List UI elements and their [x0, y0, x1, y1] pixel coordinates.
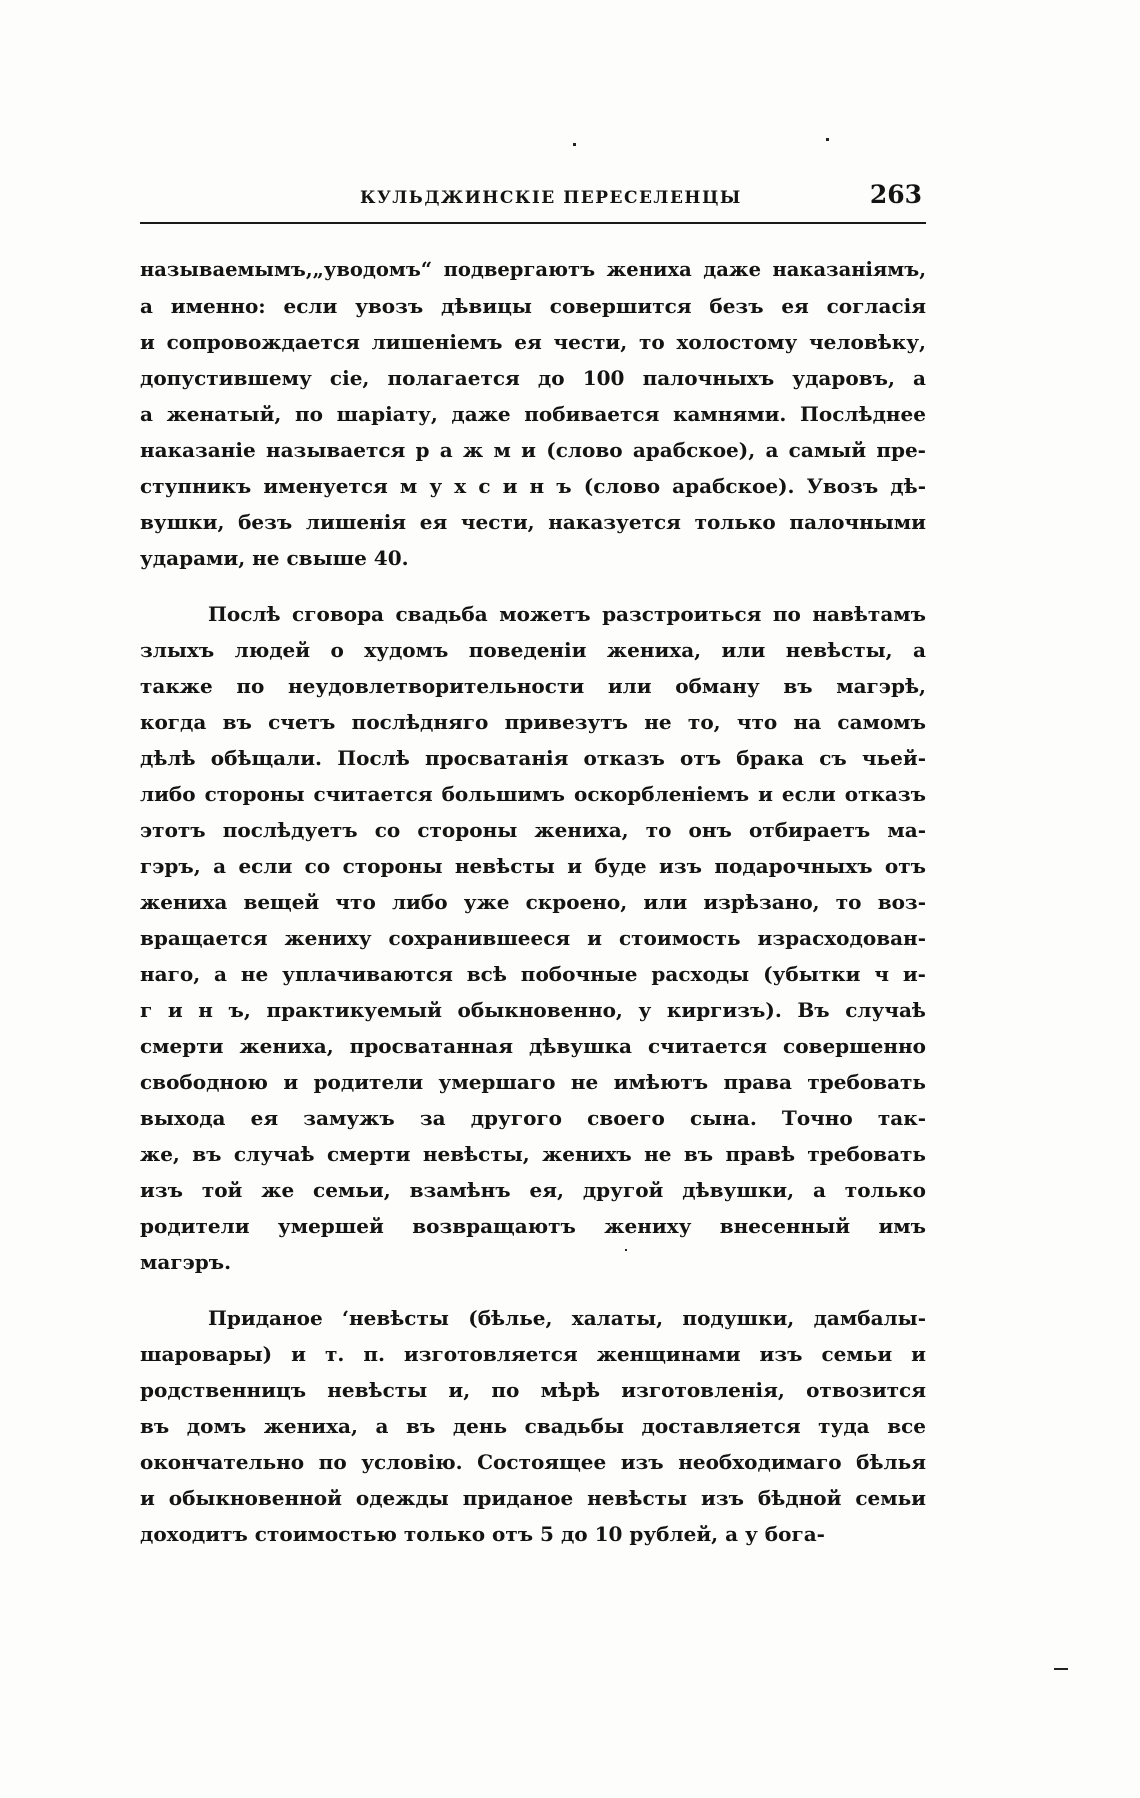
text-line: доходитъ стоимостью только отъ 5 до 10 рублей, а у бога-	[140, 1522, 825, 1546]
text-line: выхода ея замужъ за другого своего сына. Точно так-	[140, 1106, 926, 1130]
text-line: ударами, не свыше 40.	[140, 546, 409, 570]
body-text	[140, 252, 926, 1552]
text-line: либо стороны считается большимъ оскорбленіемъ и если отказъ	[140, 782, 926, 806]
text-line: вращается жениху сохранившееся и стоимость израсходован-	[140, 926, 926, 950]
text-line: г и н ъ, практикуемый обыкновенно, у киргизъ). Въ случаѣ	[140, 998, 926, 1022]
text-line: шаровары) и т. п. изготовляется женщинами изъ семьи и	[140, 1342, 926, 1366]
text-line: допустившему сіе, полагается до 100 палочныхъ ударовъ, а	[140, 366, 926, 390]
running-header	[140, 178, 926, 224]
ink-speck	[1054, 1668, 1068, 1670]
page-number: 263	[869, 180, 922, 209]
ink-speck	[573, 143, 576, 146]
text-line: когда въ счетъ послѣдняго привезутъ не то, что на самомъ	[140, 710, 926, 734]
text-line: въ домъ жениха, а въ день свадьбы доставляется туда все	[140, 1414, 926, 1438]
text-line: а именно: если увозъ дѣвицы совершится безъ ея согласія	[140, 294, 926, 318]
text-line: дѣлѣ обѣщали. Послѣ просватанія отказъ отъ брака съ чьей-	[140, 746, 926, 770]
text-line: злыхъ людей о худомъ поведеніи жениха, или невѣсты, а	[140, 638, 926, 662]
text-line: и обыкновенной одежды приданое невѣсты изъ бѣдной семьи	[140, 1486, 926, 1510]
text-line: наказаніе называется р а ж м и (слово арабское), а самый пре-	[140, 438, 926, 462]
paragraph	[140, 596, 926, 1280]
text-line: окончательно по условію. Состоящее изъ необходимаго бѣлья	[140, 1450, 926, 1474]
text-line: родители умершей возвращаютъ жениху внесенный имъ	[140, 1214, 926, 1238]
text-line: Приданое ʻневѣсты (бѣлье, халаты, подушки, дамбалы-	[208, 1306, 926, 1330]
text-line: вушки, безъ лишенія ея чести, наказуется только палочными	[140, 510, 926, 534]
text-line: ступникъ именуется м у х с и н ъ (слово арабское). Увозъ дѣ-	[140, 474, 926, 498]
text-line: Послѣ сговора свадьба можетъ разстроиться по навѣтамъ	[208, 602, 926, 626]
text-line: гэръ, а если со стороны невѣсты и буде изъ подарочныхъ отъ	[140, 854, 926, 878]
text-line: наго, а не уплачиваются всѣ побочные расходы (убытки ч и-	[140, 962, 926, 986]
running-title: КУЛЬДЖИНСКІЕ ПЕРЕСЕЛЕНЦЫ	[360, 188, 742, 208]
text-line: и сопровождается лишеніемъ ея чести, то холостому человѣку,	[140, 330, 926, 354]
text-line: свободною и родители умершаго не имѣютъ права требовать	[140, 1070, 926, 1094]
ink-speck	[826, 138, 829, 141]
paragraph	[140, 252, 926, 576]
text-line: называемымъ,„уводомъ“ подвергаютъ жениха даже наказаніямъ,	[140, 258, 926, 281]
text-line: жениха вещей что либо уже скроено, или изрѣзано, то воз-	[140, 890, 926, 914]
text-line: а женатый, по шаріату, даже побивается камнями. Послѣднее	[140, 402, 926, 426]
text-line: изъ той же семьи, взамѣнъ ея, другой дѣвушки, а только	[140, 1178, 926, 1202]
paragraph	[140, 1300, 926, 1552]
text-line: смерти жениха, просватанная дѣвушка считается совершенно	[140, 1034, 926, 1058]
text-line: же, въ случаѣ смерти невѣсты, женихъ не въ правѣ требовать	[140, 1142, 926, 1166]
text-line: родственницъ невѣсты и, по мѣрѣ изготовленія, отвозится	[140, 1378, 926, 1402]
text-line: этотъ послѣдуетъ со стороны жениха, то онъ отбираетъ ма-	[140, 818, 926, 842]
text-line: также по неудовлетворительности или обману въ магэрѣ,	[140, 674, 926, 698]
text-line: магэръ.	[140, 1250, 232, 1274]
